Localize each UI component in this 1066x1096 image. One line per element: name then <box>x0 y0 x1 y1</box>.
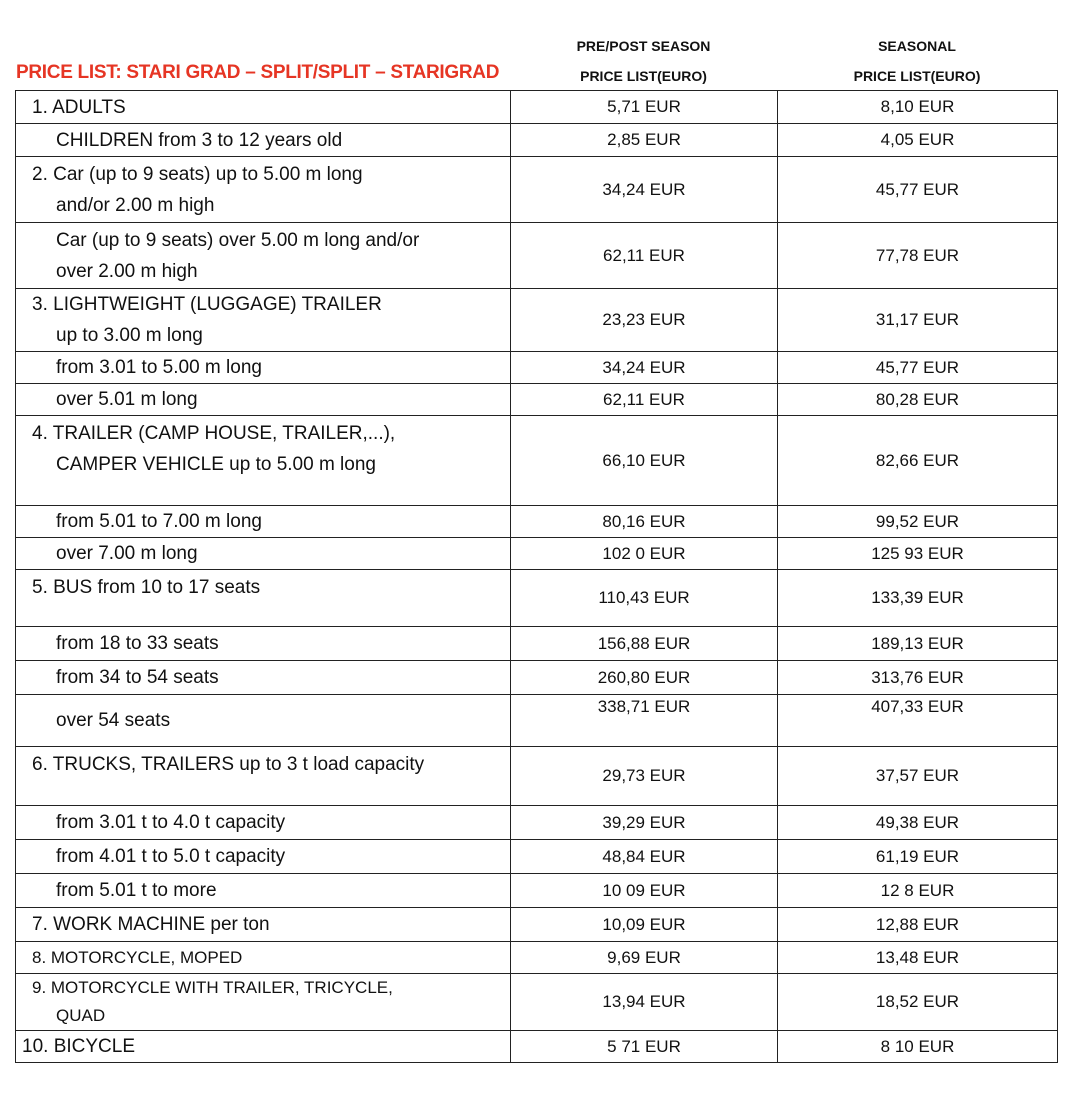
pre-post-season-header-line1: PRE/POST SEASON <box>576 38 711 54</box>
seasonal-price: 8 10 EUR <box>778 1031 1058 1063</box>
pre-post-price: 66,10 EUR <box>511 416 778 506</box>
price-list-title: PRICE LIST: STARI GRAD – SPLIT/SPLIT – STARIGRAD <box>16 62 500 83</box>
pre-post-price: 10 09 EUR <box>511 874 778 908</box>
pre-post-price: 34,24 EUR <box>511 352 778 384</box>
table-row <box>16 806 1058 840</box>
row-description-line: and/or 2.00 m high <box>56 194 215 216</box>
pre-post-price: 5,71 EUR <box>511 91 778 124</box>
row-description-line: CAMPER VEHICLE up to 5.00 m long <box>56 454 376 475</box>
pre-post-price: 29,73 EUR <box>511 747 778 806</box>
seasonal-price: 12,88 EUR <box>778 908 1058 942</box>
row-description-line: 2. Car (up to 9 seats) up to 5.00 m long <box>32 163 363 185</box>
table-row <box>16 747 1058 806</box>
pre-post-price: 156,88 EUR <box>511 627 778 661</box>
row-description-line: from 18 to 33 seats <box>56 633 219 654</box>
seasonal-price: 45,77 EUR <box>778 157 1058 223</box>
row-description <box>16 974 511 1031</box>
row-description <box>16 384 511 416</box>
row-description-line: 10. BICYCLE <box>22 1036 135 1057</box>
row-description <box>16 157 511 223</box>
row-description-line: 9. MOTORCYCLE WITH TRAILER, TRICYCLE, <box>32 978 393 997</box>
row-description <box>16 840 511 874</box>
row-description <box>16 416 511 506</box>
row-description <box>16 747 511 806</box>
row-description-line: from 4.01 t to 5.0 t capacity <box>56 846 286 867</box>
row-description-line: 4. TRAILER (CAMP HOUSE, TRAILER,...), <box>32 423 396 444</box>
row-description <box>16 506 511 538</box>
table-row <box>16 661 1058 695</box>
table-row <box>16 627 1058 661</box>
seasonal-price: 82,66 EUR <box>778 416 1058 506</box>
pre-post-season-header <box>510 31 777 91</box>
pre-post-price: 2,85 EUR <box>511 124 778 157</box>
seasonal-price: 18,52 EUR <box>778 974 1058 1031</box>
table-row <box>16 942 1058 974</box>
row-description <box>16 661 511 695</box>
seasonal-price: 77,78 EUR <box>778 223 1058 289</box>
table-row <box>16 1031 1058 1063</box>
pre-post-price: 39,29 EUR <box>511 806 778 840</box>
table-row <box>16 157 1058 223</box>
row-description-line: from 3.01 t to 4.0 t capacity <box>56 812 286 833</box>
row-description-line: over 7.00 m long <box>56 543 198 564</box>
seasonal-price: 61,19 EUR <box>778 840 1058 874</box>
table-row <box>16 570 1058 627</box>
row-description-line: 3. LIGHTWEIGHT (LUGGAGE) TRAILER <box>32 294 382 315</box>
seasonal-price: 125 93 EUR <box>778 538 1058 570</box>
row-description <box>16 91 511 124</box>
seasonal-price: 49,38 EUR <box>778 806 1058 840</box>
seasonal-price: 45,77 EUR <box>778 352 1058 384</box>
row-description <box>16 570 511 627</box>
seasonal-price: 189,13 EUR <box>778 627 1058 661</box>
seasonal-price: 12 8 EUR <box>778 874 1058 908</box>
row-description-line: 7. WORK MACHINE per ton <box>32 914 270 935</box>
table-row <box>16 289 1058 352</box>
table-row <box>16 352 1058 384</box>
seasonal-price: 99,52 EUR <box>778 506 1058 538</box>
table-row <box>16 874 1058 908</box>
table-row <box>16 840 1058 874</box>
pre-post-price: 10,09 EUR <box>511 908 778 942</box>
table-row <box>16 223 1058 289</box>
pre-post-price: 9,69 EUR <box>511 942 778 974</box>
row-description <box>16 124 511 157</box>
row-description <box>16 942 511 974</box>
table-row <box>16 538 1058 570</box>
seasonal-price: 13,48 EUR <box>778 942 1058 974</box>
seasonal-header-line2: PRICE LIST(EURO) <box>853 68 981 84</box>
table-row <box>16 974 1058 1031</box>
row-description-line: 1. ADULTS <box>32 96 126 118</box>
row-description-line: Car (up to 9 seats) over 5.00 m long and/or <box>56 229 420 251</box>
seasonal-price: 4,05 EUR <box>778 124 1058 157</box>
row-description-line: from 5.01 to 7.00 m long <box>56 511 262 532</box>
seasonal-price: 80,28 EUR <box>778 384 1058 416</box>
row-description-line: from 34 to 54 seats <box>56 667 219 688</box>
seasonal-price: 313,76 EUR <box>778 661 1058 695</box>
seasonal-price: 133,39 EUR <box>778 570 1058 627</box>
table-row <box>16 695 1058 747</box>
seasonal-header-line1: SEASONAL <box>878 38 956 54</box>
pre-post-price: 23,23 EUR <box>511 289 778 352</box>
row-description-line: 8. MOTORCYCLE, MOPED <box>32 948 243 967</box>
row-description <box>16 627 511 661</box>
seasonal-price: 407,33 EUR <box>778 695 1058 747</box>
row-description-line: over 54 seats <box>56 710 171 731</box>
pre-post-price: 338,71 EUR <box>511 695 778 747</box>
pre-post-season-header-line2: PRICE LIST(EURO) <box>580 68 707 84</box>
row-description <box>16 352 511 384</box>
table-row <box>16 124 1058 157</box>
row-description <box>16 874 511 908</box>
pre-post-price: 5 71 EUR <box>511 1031 778 1063</box>
pre-post-price: 110,43 EUR <box>511 570 778 627</box>
pre-post-price: 260,80 EUR <box>511 661 778 695</box>
row-description-line: up to 3.00 m long <box>56 325 203 346</box>
row-description <box>16 908 511 942</box>
pre-post-price: 62,11 EUR <box>511 223 778 289</box>
seasonal-price: 31,17 EUR <box>778 289 1058 352</box>
row-description <box>16 1031 511 1063</box>
table-row <box>16 384 1058 416</box>
pre-post-price: 13,94 EUR <box>511 974 778 1031</box>
seasonal-header <box>777 31 1057 91</box>
row-description <box>16 806 511 840</box>
row-description-line: QUAD <box>56 1006 106 1025</box>
row-description-line: from 3.01 to 5.00 m long <box>56 357 262 378</box>
pre-post-price: 34,24 EUR <box>511 157 778 223</box>
table-row <box>16 91 1058 124</box>
seasonal-price: 37,57 EUR <box>778 747 1058 806</box>
pre-post-price: 80,16 EUR <box>511 506 778 538</box>
row-description-line: over 5.01 m long <box>56 389 198 410</box>
pre-post-price: 48,84 EUR <box>511 840 778 874</box>
row-description-line: CHILDREN from 3 to 12 years old <box>56 129 343 151</box>
seasonal-price: 8,10 EUR <box>778 91 1058 124</box>
row-description <box>16 695 511 747</box>
table-row <box>16 506 1058 538</box>
table-row <box>16 908 1058 942</box>
pre-post-price: 62,11 EUR <box>511 384 778 416</box>
row-description-line: over 2.00 m high <box>56 260 198 282</box>
price-table <box>15 90 1058 1063</box>
row-description <box>16 538 511 570</box>
pre-post-price: 102 0 EUR <box>511 538 778 570</box>
row-description-line: 6. TRUCKS, TRAILERS up to 3 t load capacity <box>32 754 425 775</box>
row-description <box>16 223 511 289</box>
row-description <box>16 289 511 352</box>
table-row <box>16 416 1058 506</box>
row-description-line: 5. BUS from 10 to 17 seats <box>32 577 261 598</box>
row-description-line: from 5.01 t to more <box>56 880 217 901</box>
